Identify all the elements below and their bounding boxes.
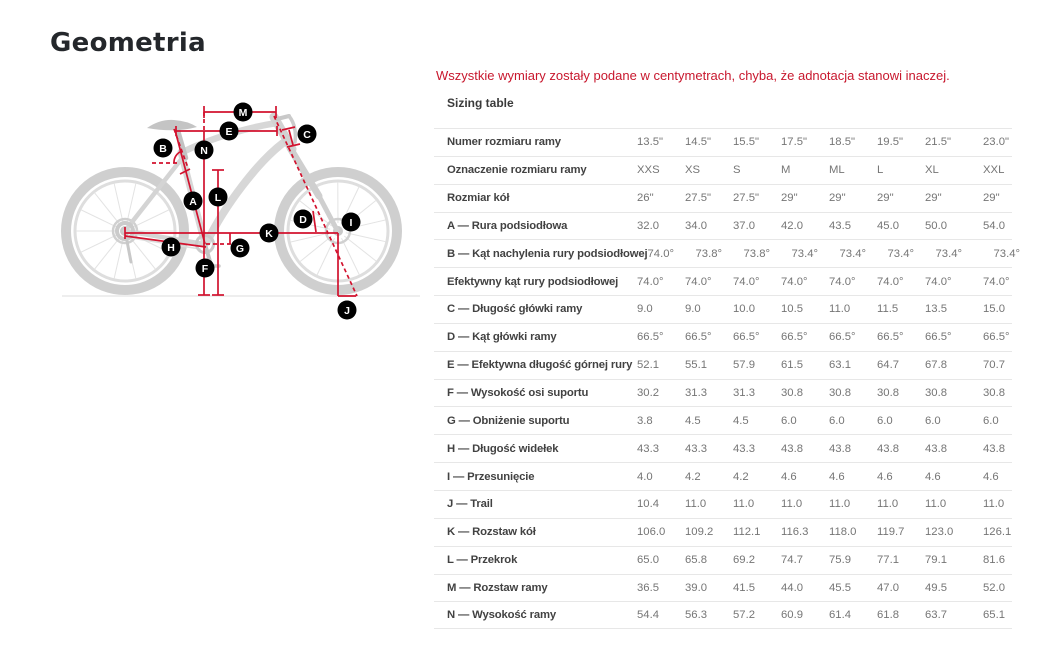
rear-wheel-part [114, 183, 123, 223]
row-value: 55.1 [685, 359, 707, 372]
row-value: 15.0 [983, 303, 1005, 316]
front-wheel-part [344, 236, 376, 261]
row-value: 116.3 [781, 526, 809, 539]
table-row [434, 184, 1012, 212]
front-wheel-part [300, 236, 332, 262]
row-value: 66.5° [877, 331, 904, 344]
row-value: 32.0 [637, 219, 659, 232]
row-value: 73.4° [993, 247, 1021, 260]
row-value: 43.3 [733, 442, 755, 455]
row-value: 29" [877, 192, 894, 205]
row-value: 30.2 [637, 387, 659, 400]
row-value: 74.0° [647, 247, 675, 260]
row-value: 4.6 [877, 470, 893, 483]
table-row [434, 518, 1012, 546]
row-value: 4.6 [925, 470, 941, 483]
table-row [434, 379, 1012, 407]
table-row [434, 406, 1012, 434]
row-value: 61.8 [877, 609, 899, 622]
row-label: K — Rozstaw kół [447, 526, 536, 539]
row-value: 66.5° [983, 331, 1010, 344]
row-value: 74.7 [781, 554, 803, 567]
dim-label-N-letter: N [200, 144, 208, 157]
row-value: 23.0" [983, 136, 1009, 149]
row-value: 10.4 [637, 498, 659, 511]
dim-label-K-letter: K [265, 227, 273, 240]
row-value: 65.1 [983, 609, 1005, 622]
row-value: 4.5 [733, 414, 749, 427]
dim-label-E-letter: E [225, 125, 233, 138]
row-value: 74.0° [781, 275, 808, 288]
row-value: 61.4 [829, 609, 851, 622]
table-row [434, 156, 1012, 184]
row-value: 74.0° [877, 275, 904, 288]
row-value: 13.5" [637, 136, 663, 149]
row-value: 73.4° [791, 247, 819, 260]
dim-label-L-letter: L [214, 191, 222, 204]
row-value: 17.5" [781, 136, 807, 149]
row-value: 11.0 [925, 498, 947, 511]
row-label: M — Rozstaw ramy [447, 581, 548, 594]
row-value: 43.8 [829, 442, 851, 455]
row-value: 56.3 [685, 609, 707, 622]
row-value: 67.8 [925, 359, 947, 372]
row-value: XL [925, 164, 939, 177]
row-value: 11.0 [781, 498, 803, 511]
row-value: 9.0 [685, 303, 701, 316]
table-row [434, 490, 1012, 518]
row-value: 31.3 [733, 387, 755, 400]
row-value: 63.7 [925, 609, 947, 622]
row-value: 57.9 [733, 359, 755, 372]
row-value: XXS [637, 164, 660, 177]
row-value: 4.6 [781, 470, 797, 483]
row-value: 30.8 [983, 387, 1005, 400]
row-value: 41.5 [733, 581, 755, 594]
dim-label-H-letter: H [167, 241, 175, 254]
table-row [434, 546, 1012, 574]
row-value: 73.4° [839, 247, 867, 260]
rear-wheel-part [114, 239, 123, 279]
dim-label-B-letter: B [159, 142, 167, 155]
row-value: 66.5° [685, 331, 712, 344]
row-value: 79.1 [925, 554, 947, 567]
row-value: 30.8 [925, 387, 947, 400]
rear-derailleur [127, 241, 131, 262]
bike-geometry-diagram [40, 95, 430, 330]
row-value: 18.5" [829, 136, 855, 149]
table-row [434, 434, 1012, 462]
row-label: Numer rozmiaru ramy [447, 136, 561, 149]
row-value: 69.2 [733, 554, 755, 567]
row-value: 54.4 [637, 609, 659, 622]
units-note: Wszystkie wymiary zostały podane w centymetrach, chyba, że adnotacja stanowi inaczej. [436, 68, 950, 83]
row-value: M [781, 164, 791, 177]
row-value: 11.0 [877, 498, 899, 511]
row-value: 6.0 [983, 414, 999, 427]
row-value: 52.1 [637, 359, 659, 372]
dim-label-J-letter: J [344, 304, 350, 317]
row-label: F — Wysokość osi suportu [447, 387, 589, 400]
row-value: 6.0 [877, 414, 893, 427]
sizing-table [434, 128, 1021, 629]
row-value: 43.3 [637, 442, 659, 455]
row-value: 74.0° [925, 275, 952, 288]
row-value: 10.5 [781, 303, 803, 316]
row-value: 73.8° [743, 247, 771, 260]
row-value: 119.7 [877, 526, 905, 539]
row-value: 73.4° [935, 247, 963, 260]
row-value: 60.9 [781, 609, 803, 622]
row-label: Oznaczenie rozmiaru ramy [447, 164, 587, 177]
table-row [434, 351, 1012, 379]
row-value: XS [685, 164, 701, 177]
front-wheel-part [317, 238, 335, 275]
row-value: 42.0 [781, 219, 803, 232]
row-value: 9.0 [637, 303, 653, 316]
row-value: 74.0° [685, 275, 712, 288]
dim-label-C-letter: C [303, 128, 311, 141]
row-value: XXL [983, 164, 1005, 177]
table-row [434, 601, 1012, 629]
dim-label-A-letter: A [189, 195, 197, 208]
row-label: G — Obniżenie suportu [447, 414, 570, 427]
front-wheel-part [346, 233, 386, 242]
saddle [147, 120, 197, 130]
rear-wheel-part [130, 237, 156, 269]
row-value: 29" [925, 192, 942, 205]
row-value: 29" [983, 192, 1000, 205]
row-value: 11.0 [685, 498, 707, 511]
row-value: 74.0° [733, 275, 760, 288]
row-value: 47.0 [877, 581, 899, 594]
dim-label-G-letter: G [235, 242, 245, 255]
row-value: 65.8 [685, 554, 707, 567]
row-label: E — Efektywna długość górnej rury [447, 359, 633, 372]
row-label: H — Długość widełek [447, 442, 559, 455]
row-value: 45.0 [877, 219, 899, 232]
row-value: 43.8 [925, 442, 947, 455]
row-value: 54.0 [983, 219, 1005, 232]
dim-label-M-letter: M [238, 106, 248, 119]
row-value: 4.2 [685, 470, 701, 483]
row-label: I — Przesunięcie [447, 470, 535, 483]
row-value: 4.2 [733, 470, 749, 483]
row-value: 109.2 [685, 526, 714, 539]
row-value: 43.3 [685, 442, 707, 455]
row-value: 29" [829, 192, 846, 205]
row-value: 11.0 [733, 498, 755, 511]
row-value: 19.5" [877, 136, 903, 149]
row-value: 4.0 [637, 470, 653, 483]
table-row [434, 128, 1012, 156]
row-value: 11.5 [877, 303, 899, 316]
table-row [434, 267, 1012, 295]
rear-wheel-part [81, 234, 118, 252]
row-value: 13.5 [925, 303, 947, 316]
row-label: Efektywny kąt rury podsiodłowej [447, 275, 619, 288]
row-value: 6.0 [829, 414, 845, 427]
row-value: 44.0 [781, 581, 803, 594]
row-value: 29" [781, 192, 798, 205]
row-value: 43.8 [877, 442, 899, 455]
row-value: 14.5" [685, 136, 711, 149]
table-row [434, 323, 1012, 351]
row-value: 15.5" [733, 136, 759, 149]
row-label: J — Trail [447, 498, 493, 511]
row-value: 66.5° [925, 331, 952, 344]
row-value: 126.1 [983, 526, 1012, 539]
row-value: 36.5 [637, 581, 659, 594]
page-title: Geometria [50, 28, 206, 58]
rear-wheel-part [94, 193, 120, 225]
row-value: 11.0 [829, 303, 851, 316]
row-value: 27.5" [685, 192, 711, 205]
row-value: 118.0 [829, 526, 857, 539]
row-value: 61.5 [781, 359, 803, 372]
row-value: 26" [637, 192, 654, 205]
row-value: 112.1 [733, 526, 761, 539]
row-value: 123.0 [925, 526, 954, 539]
row-label: B — Kąt nachylenia rury podsiodłowej [447, 247, 648, 260]
row-value: 34.0 [685, 219, 707, 232]
table-row [434, 462, 1012, 490]
sizing-table-title: Sizing table [447, 96, 514, 110]
row-value: S [733, 164, 741, 177]
row-value: 43.8 [983, 442, 1005, 455]
row-value: 66.5° [637, 331, 664, 344]
row-value: 4.6 [983, 470, 999, 483]
row-value: 63.1 [829, 359, 851, 372]
row-value: 50.0 [925, 219, 947, 232]
row-value: 66.5° [733, 331, 760, 344]
row-value: 43.5 [829, 219, 851, 232]
front-wheel-part [290, 233, 330, 242]
row-value: ML [829, 164, 845, 177]
row-value: 45.5 [829, 581, 851, 594]
row-value: 66.5° [829, 331, 856, 344]
dim-line-D [313, 211, 316, 232]
row-value: 6.0 [781, 414, 797, 427]
row-value: 30.8 [829, 387, 851, 400]
row-value: 75.9 [829, 554, 851, 567]
row-value: 37.0 [733, 219, 755, 232]
row-value: 66.5° [781, 331, 808, 344]
row-value: 10.0 [733, 303, 755, 316]
row-value: 27.5" [733, 192, 759, 205]
table-row [434, 239, 1021, 267]
row-value: 21.5" [925, 136, 951, 149]
row-value: 74.0° [637, 275, 664, 288]
row-value: 77.1 [877, 554, 899, 567]
table-row [434, 574, 1012, 602]
row-value: 4.6 [829, 470, 845, 483]
table-row [434, 212, 1012, 240]
row-value: 65.0 [637, 554, 659, 567]
row-value: 70.7 [983, 359, 1005, 372]
row-value: 6.0 [925, 414, 941, 427]
row-value: 81.6 [983, 554, 1005, 567]
row-value: 39.0 [685, 581, 707, 594]
row-value: 74.0° [829, 275, 856, 288]
row-label: C — Długość główki ramy [447, 303, 583, 316]
row-value: 30.8 [877, 387, 899, 400]
dim-label-D-letter: D [299, 213, 307, 226]
row-label: D — Kąt główki ramy [447, 331, 557, 344]
row-value: 57.2 [733, 609, 755, 622]
row-value: 4.5 [685, 414, 701, 427]
row-value: 74.0° [983, 275, 1010, 288]
row-value: 52.0 [983, 581, 1005, 594]
row-value: 49.5 [925, 581, 947, 594]
bike-diagram-svg [40, 95, 430, 330]
row-value: 3.8 [637, 414, 653, 427]
row-value: 64.7 [877, 359, 899, 372]
row-value: 30.8 [781, 387, 803, 400]
rear-wheel-part [94, 237, 120, 269]
row-label: L — Przekrok [447, 554, 518, 567]
row-value: 73.8° [695, 247, 723, 260]
table-row [434, 295, 1012, 323]
row-label: A — Rura podsiodłowa [447, 219, 568, 232]
dim-label-I-letter: I [349, 216, 353, 229]
row-value: 11.0 [829, 498, 851, 511]
row-value: L [877, 164, 884, 177]
row-label: N — Wysokość ramy [447, 609, 557, 622]
row-value: 73.4° [887, 247, 915, 260]
row-value: 11.0 [983, 498, 1005, 511]
row-label: Rozmiar kół [447, 192, 510, 205]
row-value: 106.0 [637, 526, 666, 539]
row-value: 43.8 [781, 442, 803, 455]
row-value: 31.3 [685, 387, 707, 400]
dim-label-F-letter: F [201, 262, 209, 275]
rear-wheel-part [81, 210, 118, 228]
